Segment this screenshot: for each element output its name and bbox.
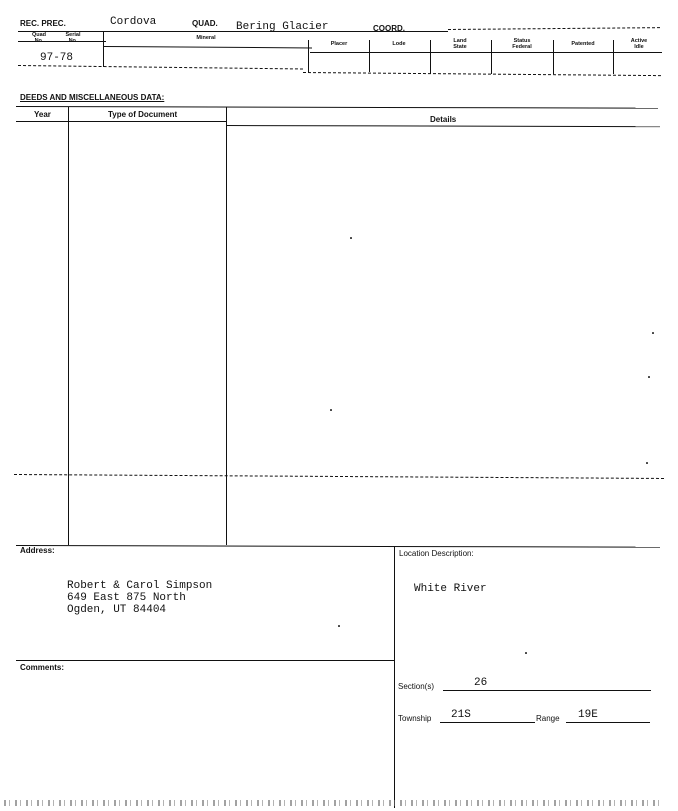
col-year: Year xyxy=(34,110,51,119)
range-label: Range xyxy=(536,714,560,723)
col-patented: Patented xyxy=(571,41,595,47)
quad-serial-value: 97-78 xyxy=(40,52,74,64)
section-label: Section(s) xyxy=(398,682,435,691)
address-label: Address: xyxy=(20,546,55,555)
col-quad-no: Quad No. xyxy=(31,32,47,44)
col-active-idle: Active Idle xyxy=(630,38,648,50)
deeds-divider-year xyxy=(68,107,69,545)
township-value: 21S xyxy=(451,709,471,721)
col-status-state: Land State xyxy=(453,38,467,50)
address-location-divider xyxy=(394,546,395,808)
scan-artifact xyxy=(4,800,664,806)
col-details: Details xyxy=(430,115,457,124)
col-type-of-document: Type of Document xyxy=(108,110,178,119)
section-value: 26 xyxy=(474,677,488,689)
location-description-value: White River xyxy=(414,583,487,595)
address-line-2: 649 East 875 North xyxy=(67,592,186,604)
deeds-section-title: DEEDS AND MISCELLANEOUS DATA: xyxy=(20,93,165,102)
quad-value: Bering Glacier xyxy=(236,21,329,33)
address-line-1: Robert & Carol Simpson xyxy=(67,580,213,592)
township-label: Township xyxy=(398,714,432,723)
deeds-divider-type xyxy=(226,107,227,545)
comments-label: Comments: xyxy=(20,663,65,672)
col-mineral: Mineral xyxy=(196,35,216,41)
range-value: 19E xyxy=(578,709,598,721)
quad-label: QUAD. xyxy=(192,19,218,28)
rec-prec-label: REC. PREC. xyxy=(20,19,66,28)
col-lode: Lode xyxy=(392,41,406,47)
col-placer: Placer xyxy=(330,41,348,47)
col-serial-no: Serial No. xyxy=(65,32,81,44)
address-block xyxy=(67,580,212,616)
col-status-federal: Status Federal xyxy=(512,38,532,50)
location-description-label: Location Description: xyxy=(399,549,474,558)
rec-prec-value: Cordova xyxy=(110,16,157,28)
coord-label: COORD. xyxy=(373,24,405,33)
address-line-3: Ogden, UT 84404 xyxy=(67,604,167,616)
